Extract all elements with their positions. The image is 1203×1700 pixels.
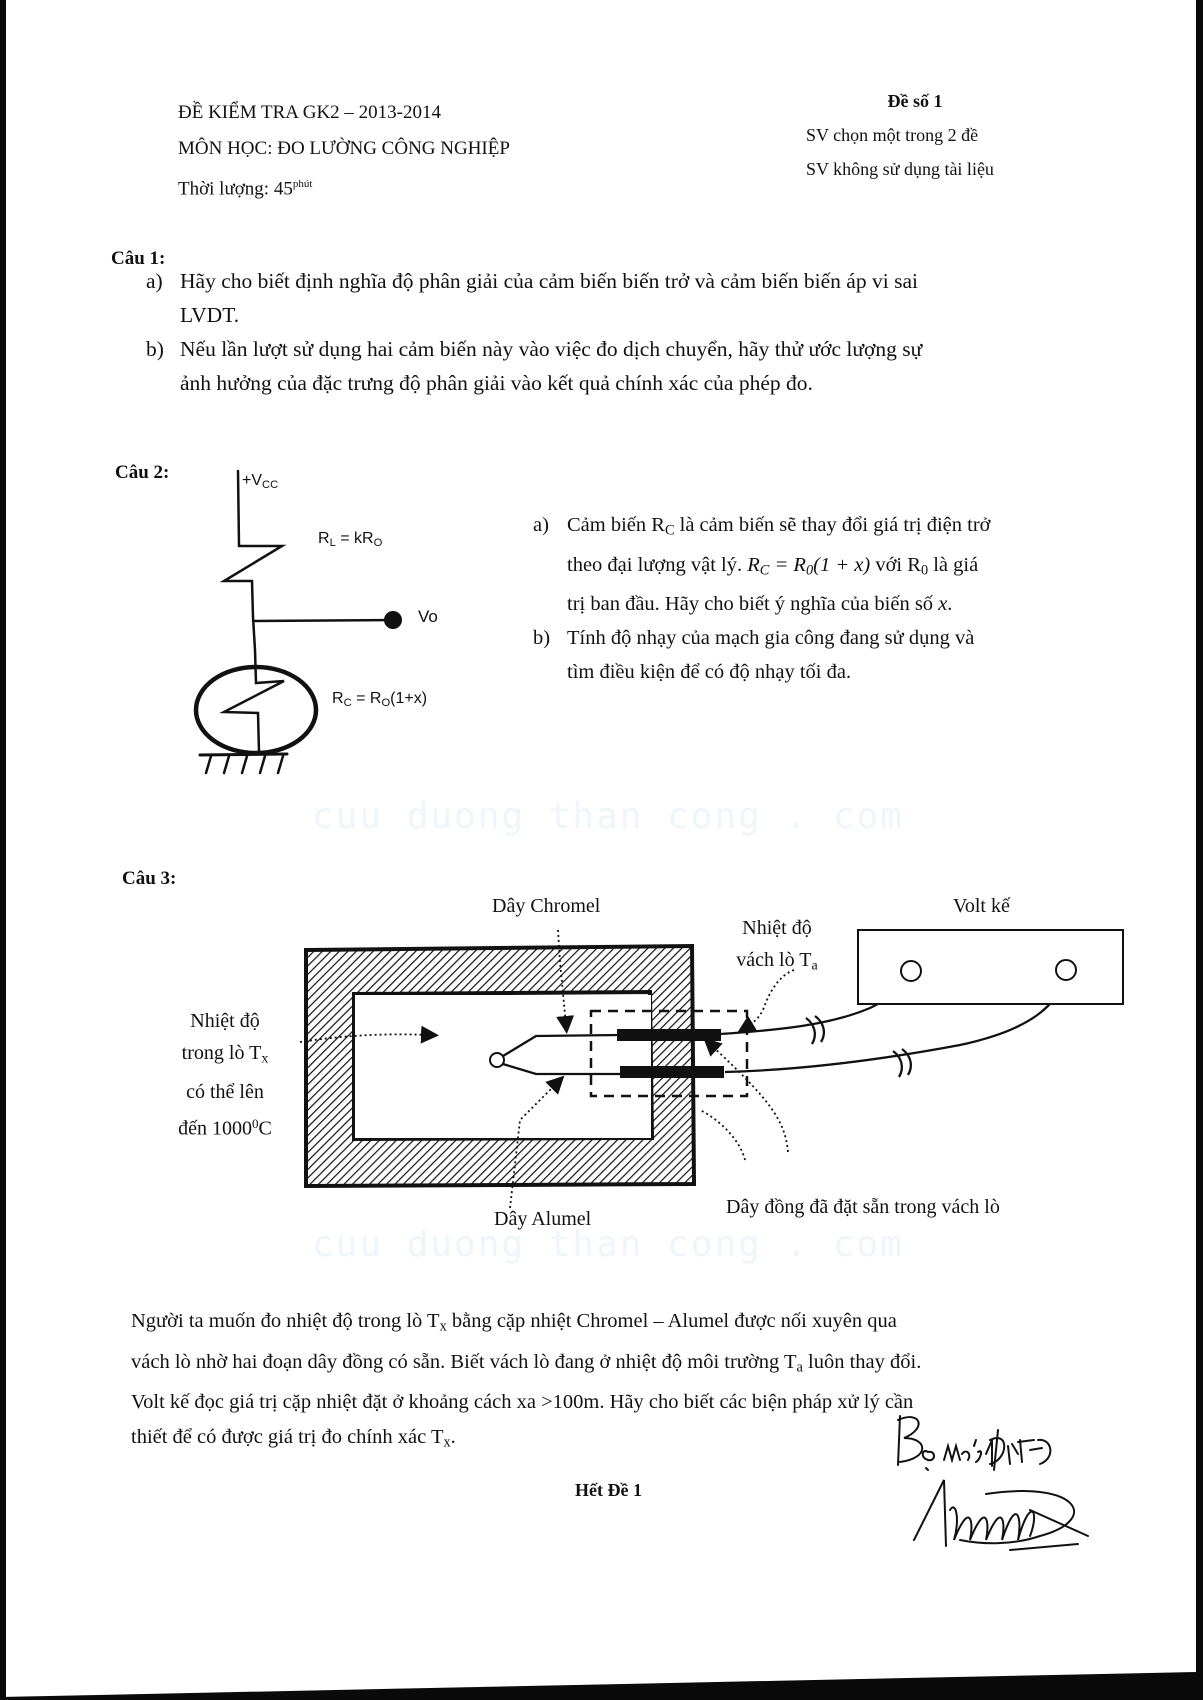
question-1-title: Câu 1: [111, 248, 166, 269]
alumel-label: Dây Alumel [494, 1208, 592, 1230]
subject-title: MÔN HỌC: ĐO LƯỜNG CÔNG NGHIỆP [178, 138, 510, 159]
question-2b: b) Tính độ nhạy của mạch gia công đang sử dụng và [533, 627, 975, 650]
exam-number: Đề số 1 [887, 91, 943, 111]
leader-inner-temp [300, 1034, 430, 1042]
watermark: cuu duong than cong . com [312, 796, 904, 837]
signature [890, 1410, 1150, 1550]
vo-label: Vo [418, 607, 438, 626]
page-edge-right [1196, 0, 1203, 1700]
ground-hatch [242, 756, 247, 773]
break-mark [893, 1051, 902, 1077]
voltmeter-terminal [1056, 960, 1076, 980]
question-2-body [533, 508, 1093, 689]
sensor-resistor [224, 617, 284, 752]
break-mark [902, 1049, 911, 1075]
copper-wire-label: Dây đồng đã đặt sẵn trong vách lò [726, 1196, 1000, 1218]
exam-info [790, 84, 1040, 186]
question-2a-formula-line: theo đại lượng vật lý. $R_C = R_0(1 + x)$ với $R_0$ là giá [567, 553, 979, 579]
question-1b: b) Nếu lần lượt sử dụng hai cảm biến này vào việc đo dịch chuyển, hãy thử ước lượng sự [146, 337, 923, 361]
copper-wire-2 [725, 972, 1066, 1072]
question-2a-cont: trị ban đầu. Hãy cho biết ý nghĩa của biến số x. [567, 593, 953, 616]
load-resistor [224, 546, 282, 617]
formula: $R_C = R_0(1 + x)$ [747, 553, 871, 579]
junction-box [591, 1011, 747, 1096]
question-2a: a) Cảm biến $R_C$ là cảm biến sẽ thay đổi giá trị điện trở [533, 514, 991, 539]
ground-line [200, 754, 287, 755]
output-wire [253, 620, 392, 621]
paragraph-line: Volt kế đọc giá trị cặp nhiệt đặt ở khoảng cách xa >100m. Hãy cho biết các biện pháp xử lý cần [131, 1391, 914, 1414]
copper-connector [617, 1029, 721, 1041]
paragraph-line: vách lò nhờ hai đoạn dây đồng có sẵn. Biết vách lò đang ở nhiệt độ môi trường $T_a$ luôn thay đổi. [131, 1350, 922, 1376]
voltmeter-terminal [901, 961, 921, 981]
chromel-label: Dây Chromel [492, 895, 601, 917]
question-1-body [146, 264, 1076, 400]
exam-header [178, 96, 510, 205]
question-2-title: Câu 2: [115, 462, 170, 483]
note-materials: SV không sử dụng tài liệu [806, 159, 994, 179]
question-1a: a) Hãy cho biết định nghĩa độ phân giải của cảm biến biến trở và cảm biến biến áp vi sai [146, 269, 918, 293]
exam-title: ĐỀ KIỂM TRA GK2 – 2013-2014 [178, 102, 442, 123]
paragraph-line: thiết để có được giá trị đo chính xác $T_x$. [131, 1426, 456, 1451]
duration: Thời lượng: $45^{phút}$ [178, 178, 313, 200]
ground-hatch [224, 756, 229, 773]
ground-hatch [260, 756, 265, 773]
question-3-title: Câu 3: [122, 868, 177, 889]
leader-alumel [510, 1082, 558, 1208]
furnace-wall [306, 946, 694, 1186]
leader-chromel [558, 930, 566, 1025]
vcc-label: $+V_{CC}$ [242, 472, 279, 491]
rc-label: $R_C = R_O(1+x)$ [332, 690, 428, 709]
page-edge-left [0, 0, 6, 1700]
end-of-exam: Hết Đề 1 [575, 1480, 642, 1500]
paragraph-line: Người ta muốn đo nhiệt độ trong lò $T_x$ bằng cặp nhiệt Chromel – Alumel được nối xuyên qua [131, 1310, 897, 1335]
break-mark [806, 1018, 815, 1044]
leader-copper [700, 1110, 745, 1160]
break-mark [815, 1016, 824, 1042]
ground-hatch [206, 756, 211, 773]
leader-copper [710, 1044, 788, 1152]
question-1b-cont: ảnh hưởng của đặc trưng độ phân giải vào kết quả chính xác của phép đo. [180, 371, 813, 395]
question-2b-cont: tìm điều kiện để có độ nhạy tối đa. [567, 661, 852, 684]
chromel-wire [503, 1035, 620, 1056]
voltmeter-box [858, 930, 1123, 1004]
rl-label: $R_L = kR_O$ [318, 530, 383, 549]
voltage-divider-circuit [160, 470, 460, 800]
note-choose: SV chọn một trong 2 đề [806, 125, 979, 145]
copper-connector [620, 1066, 724, 1078]
watermark: cuu duong than cong . com [312, 1224, 904, 1265]
wall-temp-label: Nhiệt độ vách lò $T_a$ [736, 917, 818, 974]
output-terminal-dot [384, 611, 402, 629]
voltmeter-label: Volt kế [953, 895, 1010, 917]
furnace-chamber [355, 995, 651, 1138]
thermocouple-junction [490, 1053, 504, 1067]
inner-temp-label: Nhiệt độ trong lò $T_x$ có thể lên đến 1000$^0$C [178, 1010, 272, 1139]
ground-hatch [278, 756, 283, 773]
alumel-wire [503, 1064, 620, 1074]
circuit-wire [238, 471, 239, 546]
question-1a-cont: LVDT. [180, 303, 240, 327]
